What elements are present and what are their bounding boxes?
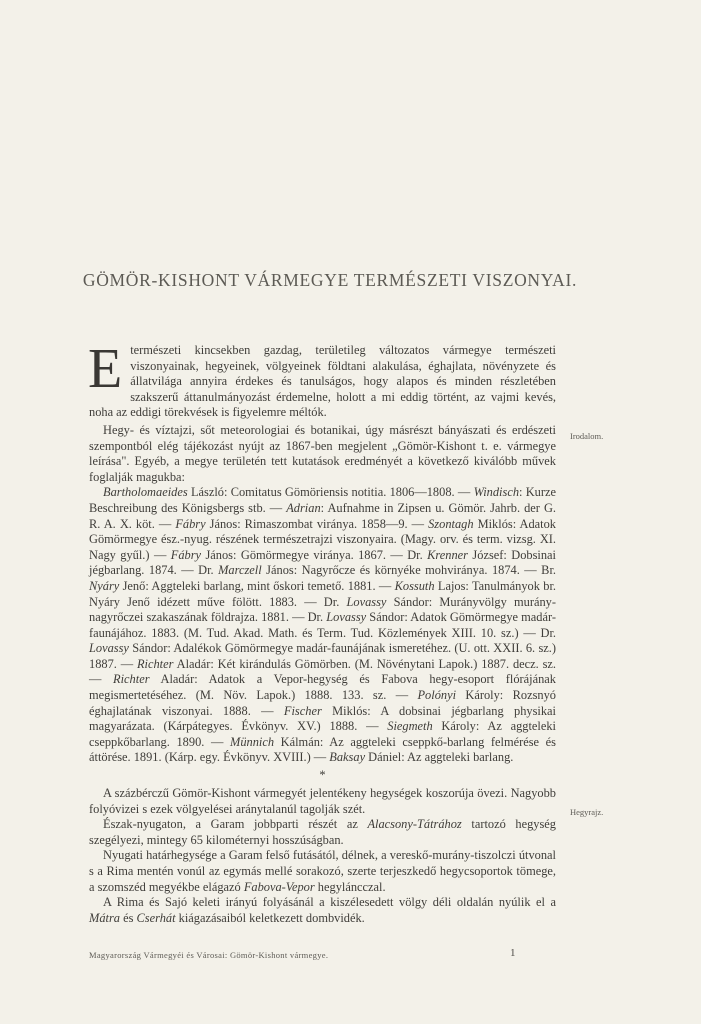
drop-cap: E <box>88 338 123 400</box>
intro-paragraph <box>88 338 556 421</box>
reference-author: Richter <box>113 672 150 687</box>
reference-text: : Kurze Beschreibung des Königsbergs stb. — <box>89 485 557 515</box>
intro-text: természeti kincsekben gazdag, területileg változatos vármegye természeti viszonyainak, hegyeinek, völgyeinek földtani alakulása, éghajlata, növényzete és állatvilága annyira érdekes és tanulságos, hogy alapos és minden részletében szakszerű áttanulmányozást érdemelne, holott a mi eddig történt, az vajmi kevés, noha az eddigi törekvések is figyelemre méltók. <box>89 343 556 420</box>
reference-text: Dániel: Az aggteleki barlang. <box>365 750 514 765</box>
reference-author: Münnich <box>230 734 275 749</box>
reference-text: Károly: Rozsnyó éghajlatának viszonyai. 1888. — <box>89 688 556 718</box>
reference-text: László: Comitatus Gömöriensis notitia. 1806—1808. — <box>187 485 474 500</box>
text-run: Észak-nyugaton, a Garam jobbparti részét az <box>103 817 368 832</box>
place-name: Fabova-Vepor <box>243 879 315 894</box>
reference-author: Kossuth <box>394 578 435 593</box>
orography-paragraph-2 <box>89 817 556 848</box>
reference-author: Lovassy <box>326 610 367 625</box>
section-separator: * <box>319 768 326 783</box>
reference-author: Richter <box>136 656 174 671</box>
place-name: Cserhát <box>136 910 176 925</box>
text-run: Nyugati határhegysége a Garam felső futásától, délnek, a vereskő-murány-tiszolczi útvonal s a Rima mentén vonúl az egymás mellé sorakozó, szerte terjeszkedő hegycsoportok tömege, a szomszéd megyékbe elágazó <box>89 848 556 894</box>
footer-caption: Magyarország Vármegyéi és Városai: Gömör-Kishont vármegye. <box>89 950 329 960</box>
reference-text: Miklós: Adatok Gömörmegye ész.-nyug. részének természetrajzi viszonyaira. (Magy. orv. és term. vizsg. XI. Nagy gyűl.) — <box>89 516 556 562</box>
margin-note-literature: Irodalom. <box>570 431 604 441</box>
text-run: és <box>119 910 137 925</box>
reference-text: Sándor: Adatok Gömörmegye madár-faunájához. 1883. (M. Tud. Akad. Math. és Term. Tud. Közlemények XIII. 10. sz.) — Dr. <box>89 610 556 640</box>
reference-author: Fábry <box>175 516 206 531</box>
reference-text: Jenő: Aggteleki barlang, mint őskori temető. 1881. — <box>119 578 395 593</box>
orography-paragraph-4 <box>89 895 556 926</box>
reference-author: Lovassy <box>89 641 129 656</box>
reference-author: Fischer <box>283 703 322 718</box>
reference-author: Polónyi <box>417 688 457 703</box>
reference-author: Krenner <box>427 547 468 562</box>
reference-text: Aladár: Két kirándulás Gömörben. (M. Növénytani Lapok.) 1887. decz. sz. — <box>89 656 556 687</box>
literature-intro: Hegy- és víztajzi, sőt meteorologiai és botanikai, úgy másrészt bányászati és erdészeti szempontból elég tájékozást nyújt az 1867-ben megjelent „Gömör-Kishont t. e. vármegye leírása". Egyéb, a megye területén tett kutatások eredményét a következő kiválóbb művek foglalják magukba: <box>89 422 556 484</box>
reference-text: Miklós: A dobsinai jégbarlang physikai magyarázata. (Kárpátegyes. Évkönyv. XV.) 1888. — <box>89 703 556 734</box>
reference-text: József: Dobsinai jégbarlang. 1874. — Dr. <box>89 547 556 578</box>
reference-text: Lajos: Tanulmányok br. Nyáry Jenő idézett műve fölött. 1883. — Dr. <box>89 578 556 609</box>
reference-text: János: Nagyrőcze és környéke mohvirányа. 1874. — Br. <box>261 563 556 578</box>
reference-author: Nyáry <box>89 578 120 593</box>
reference-text: Sándor: Murányvölgy murány-nagyrőczei szakaszának földrajza. 1881. — Dr. <box>89 594 556 625</box>
reference-text: János: Gömörmegye virányа. 1867. — Dr. <box>201 547 428 562</box>
reference-author: Szontagh <box>428 516 474 531</box>
orography-paragraph-1: A százbérczű Gömör-Kishont vármegyét jelentékeny hegységek koszorúja övezi. Nagyobb folyóvizei s ezek völgyelései aránytalanúl tagolják szét. <box>89 786 556 816</box>
page-number: 1 <box>510 947 516 959</box>
reference-author: Lovassy <box>346 594 387 609</box>
text-run: A Rima és Sajó keleti irányú folyásánál a kiszélesedett völgy déli oldalán nyúlik el a <box>103 895 556 910</box>
orography-paragraph-3 <box>89 848 556 895</box>
reference-author: Fábry <box>170 547 202 562</box>
place-name: Mátra <box>89 910 120 925</box>
place-name: Alacsony-Tátrához <box>367 817 462 832</box>
reference-text: Kálmán: Az aggteleki cseppkő-barlang felmérése és áttörése. 1891. (Kárp. egy. Évkönyv. XVIII.) — <box>89 734 556 765</box>
reference-author: Marczell <box>218 563 262 578</box>
reference-author: Adrian <box>286 500 321 515</box>
reference-text: Aladár: Adatok a Vepor-hegység és Fabova hegy-esoport flórájának megismertetéséhez. (M. Növ. Lapok.) 1888. 133. sz. — <box>89 672 556 703</box>
text-run: kiágazásaiból keletkezett dombvidék. <box>175 910 365 925</box>
text-run: tartozó hegység szegélyezi, mintegy 65 kilométernyi hosszúságban. <box>89 817 556 847</box>
reference-author: Windisch <box>473 485 520 500</box>
main-text <box>88 338 557 926</box>
reference-text: Sándor: Adalékok Gömörmegye madár-faunájának ismeretéhez. (U. ott. XXII. 6. sz.) 1887. — <box>89 641 556 671</box>
reference-text: János: Rimaszombat virányа. 1858—9. — <box>205 516 429 531</box>
reference-text: : Aufnahme in Zipsen u. Gömör. Jahrb. der G. R. A. X. köt. — <box>89 500 556 531</box>
references-paragraph <box>89 485 556 766</box>
page-title: GÖMÖR-KISHONT VÁRMEGYE TERMÉSZETI VISZONYAI. <box>82 270 578 290</box>
reference-author: Baksay <box>329 750 366 765</box>
reference-text: Károly: Az aggteleki cseppkőbarlang. 1890. — <box>89 719 556 749</box>
text-run: hegyláncczal. <box>314 879 386 894</box>
reference-author: Siegmeth <box>387 719 433 734</box>
margin-note-orography: Hegyrajz. <box>570 807 604 817</box>
reference-author: Bartholomaeides <box>103 485 188 500</box>
